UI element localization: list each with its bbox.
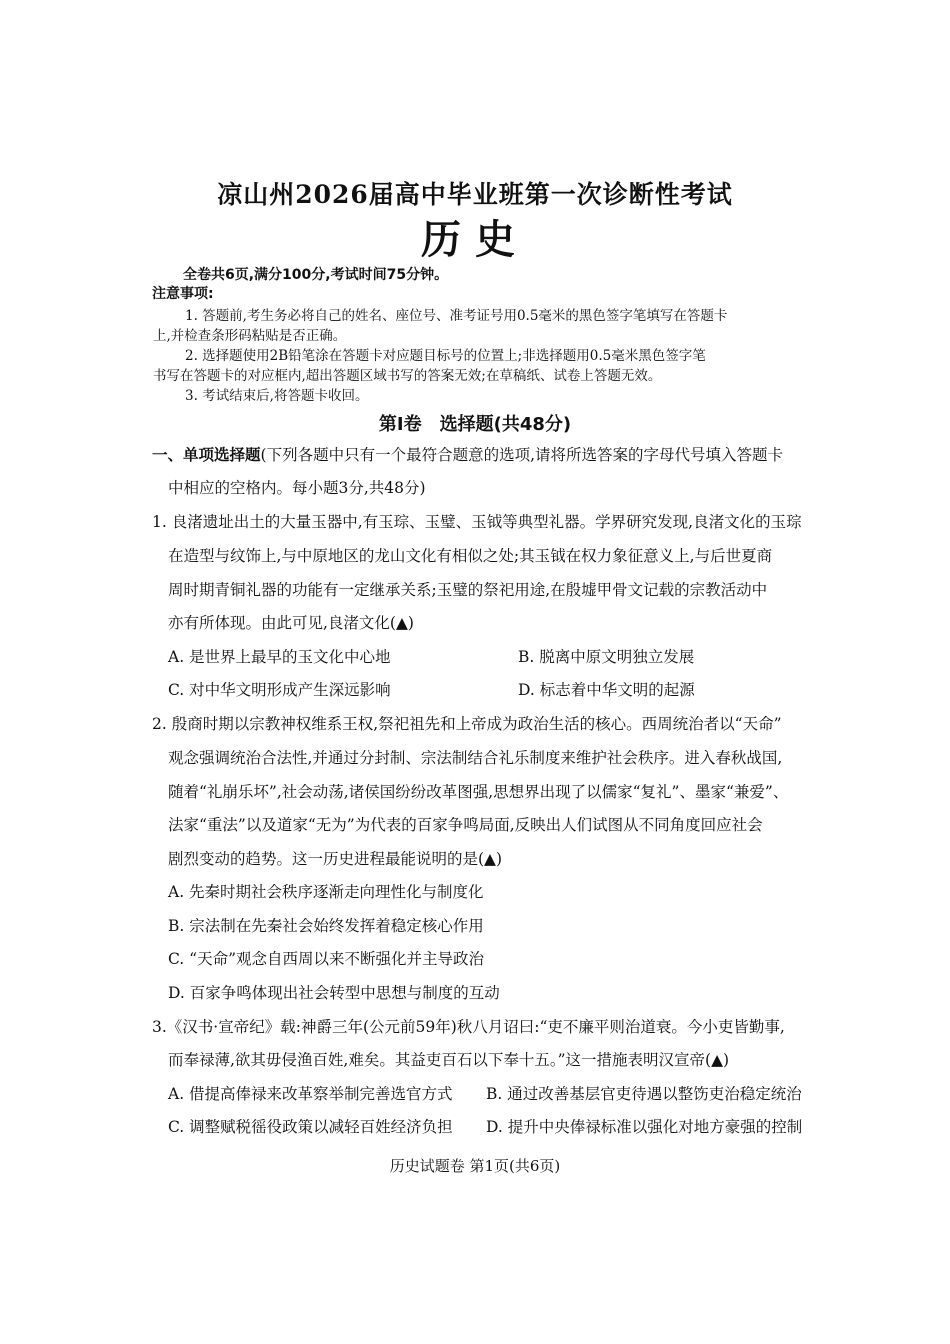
q2-option-c: C. “天命”观念自西周以来不断强化并主导政治: [168, 950, 485, 968]
section-title: 第Ⅰ卷 选择题(共48分): [378, 414, 572, 435]
part-label: 一、单项选择题: [152, 446, 261, 464]
notice-item: 书写在答题卡的对应框内,超出答题区域书写的答案无效;在草稿纸、试卷上答题无效。: [153, 368, 662, 384]
exam-title: 凉山州2026届高中毕业班第一次诊断性考试: [217, 180, 733, 209]
q2-option-d: D. 百家争鸣体现出社会转型中思想与制度的互动: [168, 984, 500, 1002]
question-1-line: 在造型与纹饰上,与中原地区的龙山文化有相似之处;其玉钺在权力象征意义上,与后世夏商: [168, 547, 773, 565]
q3-option-b: B. 通过改善基层官吏待遇以整饬吏治稳定统治: [486, 1085, 802, 1103]
notice-heading: 注意事项:: [152, 286, 214, 302]
subject-title: 历史: [421, 216, 529, 263]
question-2-line: 剧烈变动的趋势。这一历史进程最能说明的是(▲): [168, 850, 503, 868]
q3-option-d: D. 提升中央俸禄标准以强化对地方豪强的控制: [486, 1118, 803, 1136]
notice-item: 2. 选择题使用2B铅笔涂在答题卡对应题目标号的位置上;非选择题用0.5毫米黑色签字笔: [185, 348, 706, 364]
notice-item: 1. 答题前,考生务必将自己的姓名、座位号、准考证号用0.5毫米的黑色签字笔填写在答题卡: [185, 308, 728, 324]
part-instructions: [152, 443, 783, 465]
part-desc: (下列各题中只有一个最符合题意的选项,请将所选答案的字母代号填入答题卡: [260, 446, 783, 464]
q1-option-d: D. 标志着中华文明的起源: [518, 681, 695, 699]
notice-item: 3. 考试结束后,将答题卡收回。: [185, 388, 369, 404]
q1-option-a: A. 是世界上最早的玉文化中心地: [168, 648, 391, 666]
q1-option-b: B. 脱离中原文明独立发展: [518, 648, 695, 666]
question-1-line: 亦有所体现。由此可见,良渚文化(▲): [168, 614, 414, 632]
q2-option-b: B. 宗法制在先秦社会始终发挥着稳定核心作用: [168, 917, 484, 935]
question-1-line: 1. 良渚遗址出土的大量玉器中,有玉琮、玉璧、玉钺等典型礼器。学界研究发现,良渚文化的玉琮: [152, 513, 802, 531]
q1-option-c: C. 对中华文明形成产生深远影响: [168, 681, 391, 699]
notice-item: 上,并检查条形码粘贴是否正确。: [153, 328, 347, 344]
exam-meta: 全卷共6页,满分100分,考试时间75分钟。: [183, 267, 449, 283]
part-desc: 中相应的空格内。每小题3分,共48分): [168, 479, 426, 497]
question-2-line: 随着“礼崩乐坏”,社会动荡,诸侯国纷纷改革图强,思想界出现了以儒家“复礼”、墨家“兼爱”、: [168, 783, 789, 801]
question-1-line: 周时期青铜礼器的功能有一定继承关系;玉璧的祭祀用途,在殷墟甲骨文记载的宗教活动中: [168, 581, 768, 599]
question-2-line: 2. 殷商时期以宗教神权维系王权,祭祀祖先和上帝成为政治生活的核心。西周统治者以“天命”: [152, 715, 782, 733]
question-3-line: 而奉禄薄,欲其毋侵渔百姓,难矣。其益吏百石以下奉十五。”这一措施表明汉宣帝(▲): [168, 1051, 730, 1069]
question-3-line: 3.《汉书·宣帝纪》载:神爵三年(公元前59年)秋八月诏曰:“吏不廉平则治道衰。今小吏皆勤事,: [152, 1018, 785, 1036]
q3-option-c: C. 调整赋税徭役政策以减轻百姓经济负担: [168, 1118, 453, 1136]
question-2-line: 观念强调统治合法性,并通过分封制、宗法制结合礼乐制度来维护社会秩序。进入春秋战国,: [168, 749, 783, 767]
q2-option-a: A. 先秦时期社会秩序逐渐走向理性化与制度化: [168, 883, 484, 901]
question-2-line: 法家“重法”以及道家“无为”为代表的百家争鸣局面,反映出人们试图从不同角度回应社会: [168, 816, 763, 834]
page-footer: 历史试题卷 第1页(共6页): [389, 1157, 561, 1175]
q3-option-a: A. 借提高俸禄来改革察举制完善选官方式: [168, 1085, 453, 1103]
